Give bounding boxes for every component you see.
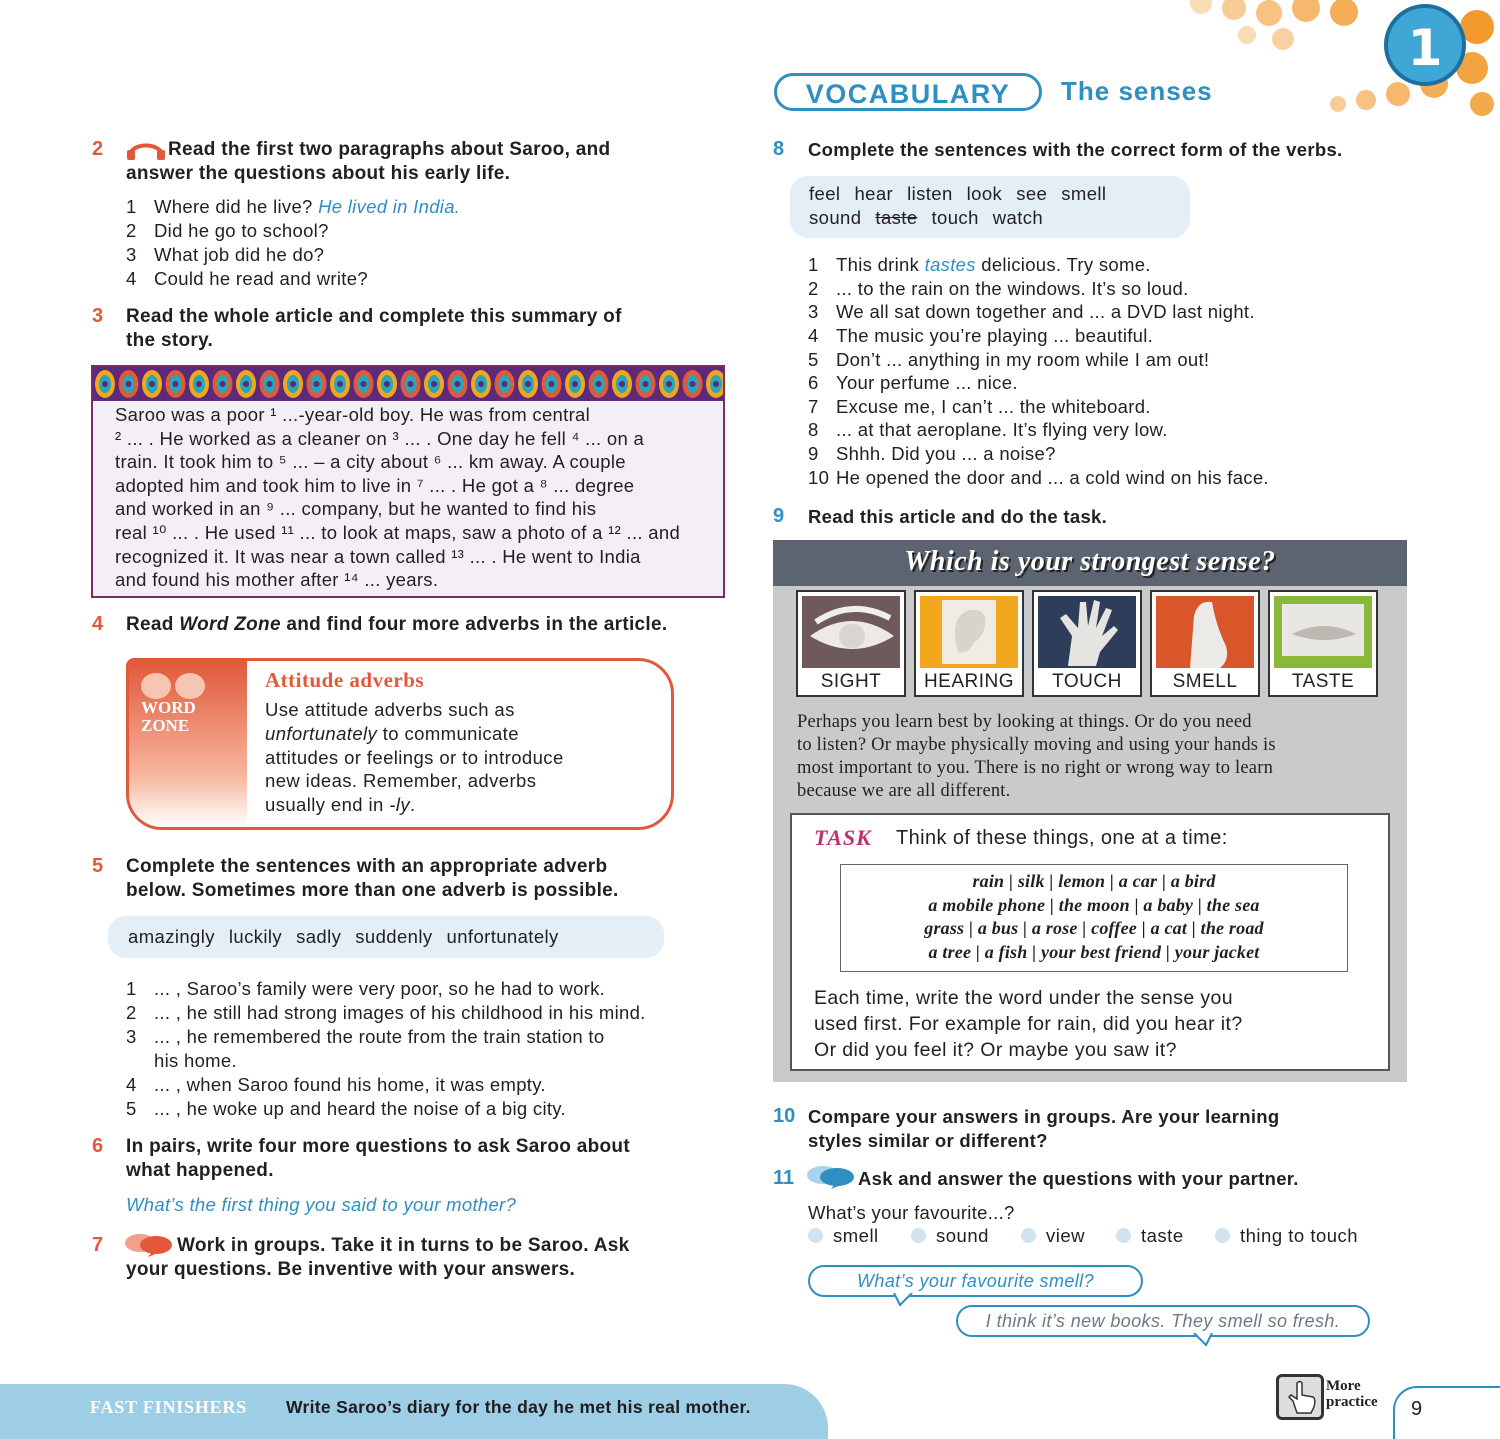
task-instructions: Each time, write the word under the sense you used first. For example for rain, did you hear it? Or did you feel it? Or maybe you saw it?: [814, 987, 1243, 1061]
page-number: 9: [1411, 1398, 1423, 1420]
speech-bubble-answer: I think it’s new books. They smell so fresh.: [956, 1305, 1370, 1337]
adverb-word-bank: amazingly luckily sadly suddenly unfortunately: [108, 916, 664, 958]
unit-badge: [1384, 4, 1466, 86]
ex5-item: 5 ... , he woke up and heard the noise of a big city.: [126, 1098, 566, 1119]
unit-number: 1: [1407, 19, 1443, 77]
ex8-item: 3 We all sat down together and ... a DVD last night.: [808, 301, 1255, 322]
nose-icon: [1156, 596, 1254, 668]
ex5-item: his home.: [154, 1050, 237, 1071]
ex5-item: 3 ... , he remembered the route from the train station to: [126, 1026, 605, 1047]
task-word-list: rain | silk | lemon | a car | a bird a mobile phone | the moon | a baby | the sea grass | a bus | a rose | coffee | a cat | the road a tree | a fish | your best friend | your jacket: [840, 864, 1348, 972]
section-label-pill: [774, 73, 1042, 111]
ex2-item: 2 Did he go to school?: [126, 220, 329, 241]
word-zone-label: WORD ZONE: [141, 698, 196, 735]
sense-card-smell: [1150, 590, 1260, 697]
ex11-instruction: Ask and answer the questions with your partner.: [858, 1168, 1299, 1189]
ex2-answer: He lived in India.: [318, 196, 461, 217]
ear-icon: [920, 596, 1018, 668]
ex7-instruction: Work in groups. Take it in turns to be Saroo. Ask: [177, 1235, 630, 1256]
ex8-item: 4 The music you’re playing ... beautiful.: [808, 325, 1154, 346]
ex10-number: 10: [773, 1105, 796, 1127]
more-practice-label[interactable]: More practice: [1326, 1378, 1378, 1410]
fast-finishers-text: Write Saroo’s diary for the day he met his real mother.: [286, 1397, 751, 1417]
ex6-instruction: In pairs, write four more questions to ask Saroo about: [126, 1136, 630, 1157]
ex5-item: 2 ... , he still had strong images of his childhood in his mind.: [126, 1002, 646, 1023]
ex5-item: 1 ... , Saroo’s family were very poor, so he had to work.: [126, 978, 606, 999]
ex8-item: 6 Your perfume ... nice.: [808, 372, 1018, 393]
ex11-option: view: [1021, 1225, 1085, 1247]
ex8-number: 8: [773, 138, 785, 160]
ex8-item: 1 This drink tastes delicious. Try some.: [808, 254, 1151, 275]
ex5-instruction-cont: below. Sometimes more than one adverb is possible.: [126, 880, 619, 901]
sense-label: TASTE: [1291, 671, 1355, 692]
article-title: Which is your strongest sense?: [904, 546, 1276, 577]
ex11-number: 11: [773, 1167, 795, 1189]
ex11-option: taste: [1116, 1225, 1184, 1247]
word-zone-title: Attitude adverbs: [265, 668, 425, 692]
summary-text: Saroo was a poor ¹ ...-year-old boy. He was from central ² ... . He worked as a cleaner on ³ ... . One day he fell ⁴ ... on a train. It took him to ⁵ ... – a city about ⁶ ... km away. A couple adopted him and took him to live in ⁷ ... . He got a ⁸ ... degree and worked in an ⁹ ... company, but he wanted to find his real ¹⁰ ... . He used ¹¹ ... to look at maps, saw a photo of a ¹² ... and recognized it. It was near a town called ¹³ ... . He went to India and found his mother after ¹⁴ ... years.: [115, 404, 681, 591]
sense-label: HEARING: [923, 671, 1015, 692]
eye-icon: [802, 596, 900, 668]
ex8-item: 2 ... to the rain on the windows. It’s so loud.: [808, 278, 1189, 299]
ex5-item: 4 ... , when Saroo found his home, it was empty.: [126, 1074, 546, 1095]
ex2-item: 4 Could he read and write?: [126, 268, 368, 289]
task-label: TASK: [814, 825, 872, 850]
verb-word-bank: feel hear listen look see smell sound taste touch watch: [790, 176, 1190, 238]
paisley-pattern: [93, 367, 723, 401]
ex2-instruction: Read the first two paragraphs about Saroo, and: [168, 139, 611, 160]
ex8-item: 10 He opened the door and ... a cold wind on his face.: [808, 467, 1269, 488]
ex8-item: 7 Excuse me, I can’t ... the whiteboard.: [808, 396, 1151, 417]
ex2-item: 3 What job did he do?: [126, 244, 325, 265]
ex7-instruction-cont: your questions. Be inventive with your answers.: [126, 1259, 576, 1280]
summary-box: [91, 365, 725, 598]
ex10-instruction: Compare your answers in groups. Are your learning: [808, 1106, 1280, 1127]
ex10-instruction-cont: styles similar or different?: [808, 1130, 1048, 1151]
fast-finishers-label: FAST FINISHERS: [90, 1397, 248, 1417]
ex9-number: 9: [773, 505, 785, 527]
senses-article: [773, 540, 1407, 1082]
ex3-number: 3: [92, 305, 104, 327]
ex8-item: 9 Shhh. Did you ... a noise?: [808, 443, 1056, 464]
ex2-number: 2: [92, 138, 104, 160]
ex5-number: 5: [92, 855, 104, 877]
task-text: Think of these things, one at a time:: [896, 827, 1228, 849]
bubble-tail-icon: [1192, 1333, 1216, 1347]
ex7-number: 7: [92, 1234, 104, 1256]
fast-finishers-bar: [0, 1384, 828, 1439]
pointing-hand-icon: [1279, 1377, 1321, 1417]
task-box: [790, 813, 1390, 1071]
more-practice-button[interactable]: [1276, 1374, 1324, 1420]
word-zone-body: Use attitude adverbs such as unfortunately to communicate attitudes or feelings or to introduce new ideas. Remember, adverbs usually end in -ly.: [265, 699, 564, 816]
sense-card-touch: [1032, 590, 1142, 697]
sense-label: SMELL: [1172, 671, 1238, 692]
ex11-option: sound: [911, 1225, 989, 1247]
mouth-icon: [1274, 596, 1372, 668]
bubble-tail-icon: [892, 1293, 916, 1307]
ex11-prompt: What’s your favourite...?: [808, 1202, 1015, 1223]
ex11-option: thing to touch: [1215, 1225, 1358, 1247]
ex6-instruction-cont: what happened.: [126, 1160, 274, 1181]
ex4-instruction: Read Word Zone and find four more adverbs in the article.: [126, 614, 668, 635]
crossed-out-word: taste: [875, 207, 918, 228]
ex2-instruction-cont: answer the questions about his early life.: [126, 163, 511, 184]
speech-bubbles-icon: [805, 1165, 857, 1194]
ex5-instruction: Complete the sentences with an appropriate adverb: [126, 856, 608, 877]
article-intro: Perhaps you learn best by looking at things. Or do you need to listen? Or maybe physically moving and using your hands is most important to you. There is no right or wrong way to learn because we are all different.: [797, 712, 1276, 801]
sense-card-hearing: [914, 590, 1024, 697]
sense-card-sight: [796, 590, 906, 697]
ex8-item: 5 Don’t ... anything in my room while I am out!: [808, 349, 1210, 370]
hand-icon: [1038, 596, 1136, 668]
section-title: The senses: [1061, 76, 1213, 106]
word-zone-box: [126, 658, 674, 830]
ex6-example: What’s the first thing you said to your mother?: [126, 1194, 517, 1215]
sense-card-taste: [1268, 590, 1378, 697]
ex2-item: 1 Where did he live? He lived in India.: [126, 196, 461, 217]
ex3-instruction-cont: the story.: [126, 330, 214, 351]
sense-label: SIGHT: [820, 671, 882, 692]
ex6-number: 6: [92, 1135, 104, 1157]
ex4-number: 4: [92, 613, 104, 635]
ex8-item: 8 ... at that aeroplane. It’s flying very low.: [808, 419, 1168, 440]
speech-bubble-question: What’s your favourite smell?: [808, 1265, 1143, 1297]
ex9-instruction: Read this article and do the task.: [808, 506, 1108, 527]
headphones-icon: [126, 138, 166, 165]
ex8-instruction: Complete the sentences with the correct form of the verbs.: [808, 139, 1343, 160]
ex3-instruction: Read the whole article and complete this summary of: [126, 306, 622, 327]
section-label: VOCABULARY: [805, 79, 1011, 109]
page-number-tab: [1393, 1386, 1500, 1439]
sense-label: TOUCH: [1052, 671, 1122, 692]
ex11-option: smell: [808, 1225, 879, 1247]
